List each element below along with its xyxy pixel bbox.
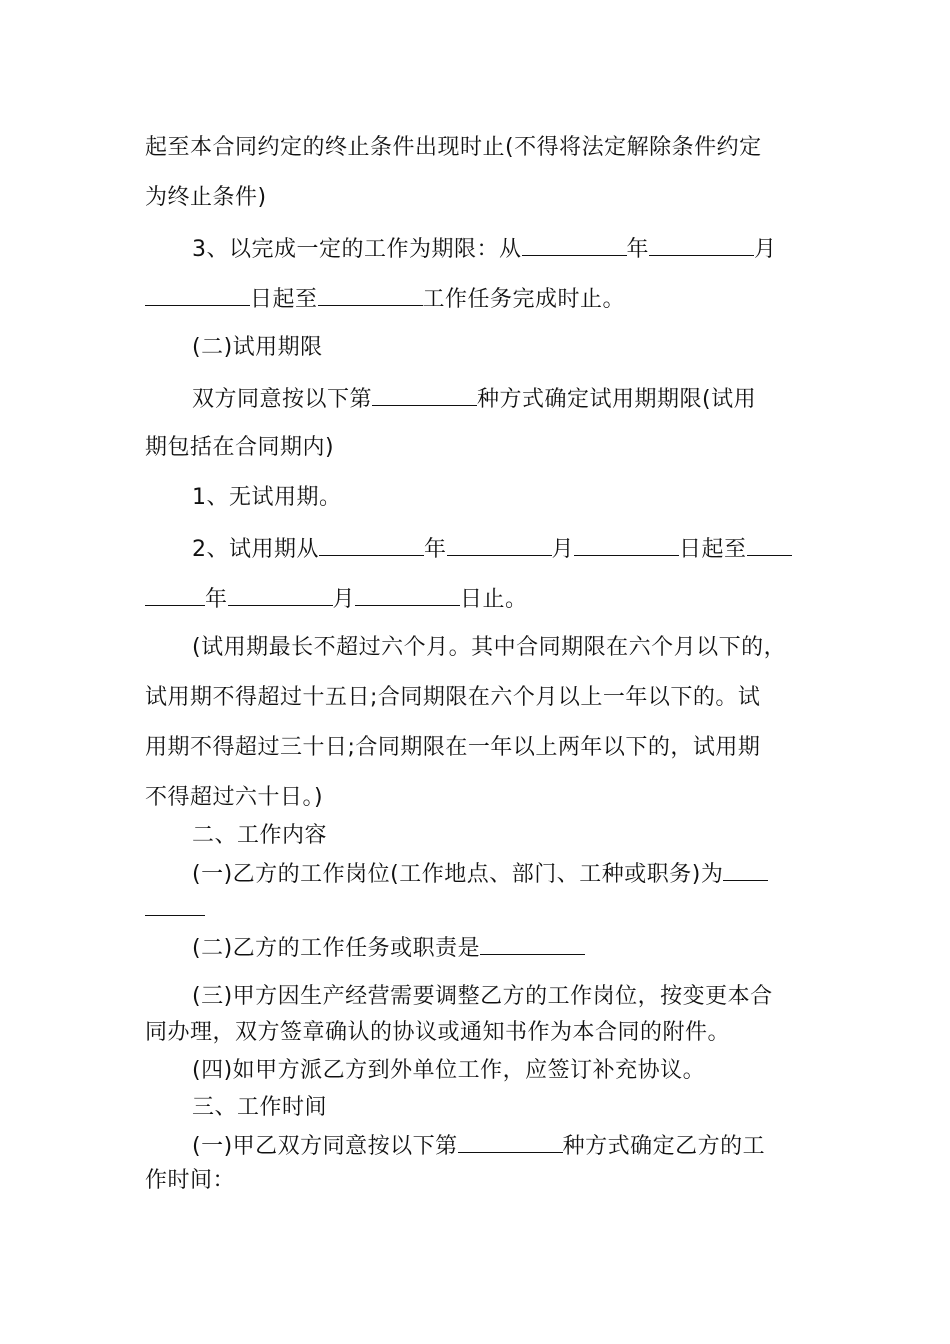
job-duties-line xyxy=(192,932,585,964)
from-day-label: 日起至 xyxy=(250,287,318,312)
task-complete-label: 工作任务完成时止。 xyxy=(422,287,626,312)
paragraph-line: 不得超过六十日。) xyxy=(145,785,324,810)
to-day-label: 日止。 xyxy=(460,587,528,612)
blank-field[interactable] xyxy=(480,932,585,955)
blank-field[interactable] xyxy=(447,533,552,556)
section-heading: 三、工作时间 xyxy=(192,1095,328,1120)
paragraph-line: 作时间： xyxy=(145,1168,236,1193)
section-heading: (二)试用期限 xyxy=(192,335,323,360)
probation-option-2-line xyxy=(192,533,792,565)
paragraph-line: 试用期不得超过十五日;合同期限在六个月以上一年以下的。试 xyxy=(145,685,761,710)
term-option-3-line xyxy=(192,233,777,265)
probation-option-1: 1、无试用期。 xyxy=(192,485,342,510)
paragraph-line: 用期不得超过三十日;合同期限在一年以上两年以下的，试用期 xyxy=(145,735,761,760)
paragraph-line: (四)如甲方派乙方到外单位工作，应签订补充协议。 xyxy=(192,1058,706,1083)
blank-field[interactable] xyxy=(458,1130,563,1153)
work-time-method-suffix: 种方式确定乙方的工 xyxy=(562,1134,766,1159)
job-position-line xyxy=(192,858,768,890)
blank-field[interactable] xyxy=(747,533,792,556)
probation-method-line xyxy=(192,383,756,415)
job-position-label: (一)乙方的工作岗位(工作地点、部门、工种或职务)为 xyxy=(192,862,724,887)
blank-field[interactable] xyxy=(649,233,754,256)
blank-field[interactable] xyxy=(145,283,250,306)
work-time-method-label: (一)甲乙双方同意按以下第 xyxy=(192,1134,458,1159)
month-label: 月 xyxy=(551,537,575,562)
blank-field[interactable] xyxy=(574,533,679,556)
paragraph-line: (三)甲方因生产经营需要调整乙方的工作岗位，按变更本合 xyxy=(192,984,773,1009)
blank-field[interactable] xyxy=(319,533,424,556)
blank-field[interactable] xyxy=(372,383,477,406)
term-option-3-continued xyxy=(145,283,625,315)
probation-option-2-label: 2、试用期从 xyxy=(192,537,319,562)
paragraph-line: 期包括在合同期内) xyxy=(145,435,335,460)
from-day-label: 日起至 xyxy=(679,537,747,562)
blank-field[interactable] xyxy=(145,583,205,606)
month-label: 月 xyxy=(332,587,356,612)
probation-method-suffix: 种方式确定试用期期限(试用 xyxy=(477,387,757,412)
job-duties-label: (二)乙方的工作任务或职责是 xyxy=(192,936,481,961)
job-position-continued xyxy=(145,893,205,925)
probation-method-label: 双方同意按以下第 xyxy=(192,387,373,412)
section-heading: 二、工作内容 xyxy=(192,823,328,848)
year-label: 年 xyxy=(626,237,650,262)
paragraph-line: 起至本合同约定的终止条件出现时止(不得将法定解除条件约定 xyxy=(145,135,762,160)
term-option-3-label: 3、以完成一定的工作为期限：从 xyxy=(192,237,522,262)
paragraph-line: 同办理，双方签章确认的协议或通知书作为本合同的附件。 xyxy=(145,1020,731,1045)
paragraph-line: (试用期最长不超过六个月。其中合同期限在六个月以下的， xyxy=(192,635,787,660)
blank-field[interactable] xyxy=(318,283,423,306)
blank-field[interactable] xyxy=(723,858,768,881)
blank-field[interactable] xyxy=(145,893,205,916)
month-label: 月 xyxy=(754,237,777,262)
blank-field[interactable] xyxy=(522,233,627,256)
year-label: 年 xyxy=(205,587,228,612)
blank-field[interactable] xyxy=(228,583,333,606)
probation-option-2-continued xyxy=(145,583,528,615)
paragraph-line: 为终止条件) xyxy=(145,185,267,210)
blank-field[interactable] xyxy=(355,583,460,606)
work-time-method-line xyxy=(192,1130,765,1162)
year-label: 年 xyxy=(424,537,447,562)
